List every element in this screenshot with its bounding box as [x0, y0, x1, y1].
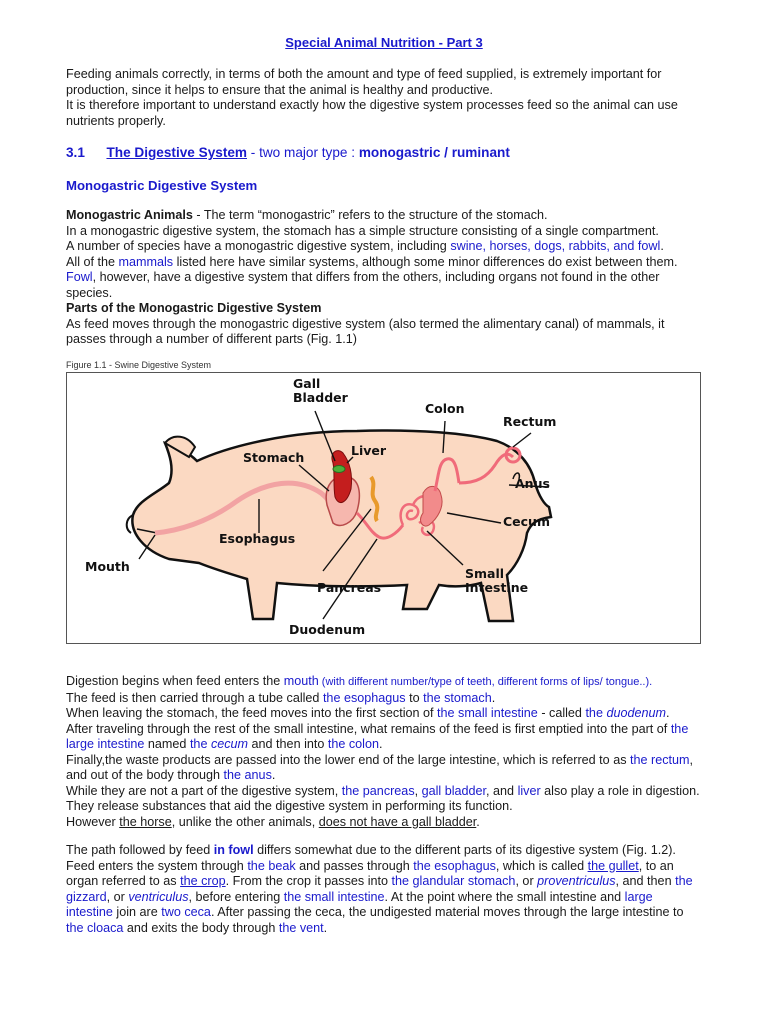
d6-and: , and: [486, 783, 518, 798]
fowl-paragraph: [66, 843, 702, 936]
term-horse: the horse: [119, 814, 172, 829]
d7-text: However: [66, 814, 120, 829]
label-intestine: Intestine: [465, 580, 529, 595]
f-c: and passes through: [295, 858, 414, 873]
d5-end: .: [271, 768, 276, 782]
label-small: Small: [465, 566, 505, 581]
term-pancreas: the pancreas: [341, 783, 415, 798]
term-beak: the beak: [247, 858, 296, 873]
mono-line-2: In a monogastric digestive system, the stomach has a simple structure consisting of a single compartment.: [66, 223, 659, 238]
term-cloaca: the cloaca: [66, 920, 124, 935]
f-o: .: [323, 920, 328, 935]
f-g: , or: [515, 874, 538, 888]
digestion-paragraph: [66, 674, 702, 830]
digestion-line-2: [66, 691, 702, 707]
mono-line-4-rest: listed here have similar systems, although some minor differences do exist between them.: [173, 254, 678, 269]
label-cecum: Cecum: [503, 514, 550, 529]
d2-text: The feed is then carried through a tube called: [66, 690, 323, 705]
f-e: , to an organ referred to as: [66, 858, 674, 888]
label-esophagus: Esophagus: [219, 531, 296, 546]
mono-lead: Monogastric Animals: [66, 208, 193, 222]
section-title: The Digestive System: [106, 145, 247, 160]
f-d: , which is called: [495, 858, 588, 873]
term-small-intestine: the small intestine: [437, 706, 538, 720]
rectum-leader: [513, 433, 531, 447]
parts-heading: Parts of the Monogastric Digestive System: [66, 301, 322, 315]
term-duodenum: duodenum: [606, 706, 666, 720]
term-esophagus: the esophagus: [322, 690, 406, 705]
species-list: swine, horses, dogs, rabbits, and fowl: [450, 239, 661, 253]
intro-line-1: Feeding animals correctly, in terms of both the amount and type of feed supplied, is extremely important for production, since it helps to ensure that the animal is healthy and productive.: [66, 67, 662, 97]
term-no-gall-bladder: does not have a gall bladder: [318, 814, 477, 829]
mono-line-4: [66, 255, 702, 271]
term-anus: the anus: [223, 768, 272, 782]
section-types: monogastric / ruminant: [358, 145, 510, 160]
mouth-note: (with different number/type of teeth, different forms of lips/ tongue..).: [318, 676, 653, 688]
d5-text: Finally,the waste products are passed into the lower end of the large intestine, which is referred to as: [66, 752, 630, 767]
f-n: and exits the body through: [123, 920, 279, 935]
d2-end: .: [491, 690, 496, 705]
label-mouth: Mouth: [85, 559, 130, 574]
f-b: differs somewhat due to the different parts of its digestive system (Fig. 1.2). Feed enters the system through: [66, 843, 676, 873]
mono-line-5: [66, 270, 702, 301]
digestion-line-6: [66, 784, 702, 815]
d5-out: , and out of the body through: [66, 752, 693, 782]
d4-end: .: [379, 737, 383, 751]
subheading: Monogastric Digestive System: [66, 178, 258, 193]
term-colon: the colon: [327, 737, 379, 751]
label-colon: Colon: [425, 401, 465, 416]
mono-lead-rest: - The term “monogastric” refers to the structure of the stomach.: [192, 208, 548, 222]
f-k: . At the point where the small intestine and: [384, 889, 625, 904]
monogastric-paragraph: [66, 208, 702, 348]
label-liver: Liver: [351, 443, 387, 458]
mammals-term: mammals: [118, 254, 174, 269]
term-fowl-large-intestine: large intestine: [66, 889, 653, 919]
digestion-line-1: [66, 674, 702, 691]
term-mouth: mouth: [283, 674, 319, 688]
digestion-line-3: [66, 706, 702, 722]
d6-text: While they are not a part of the digestive system,: [66, 783, 342, 798]
d3-text: When leaving the stomach, the feed moves into the first section of: [66, 706, 438, 720]
f-j: , before entering: [188, 889, 284, 904]
term-vent: the vent: [278, 920, 324, 935]
digestion-line-5: [66, 753, 702, 784]
mono-line-1: [66, 208, 702, 224]
f-a: The path followed by feed: [66, 843, 214, 857]
term-ceca: two ceca: [161, 905, 211, 919]
d7-end: .: [476, 814, 480, 829]
term-cecum: cecum: [210, 737, 249, 751]
d7-unlike: , unlike the other animals,: [171, 814, 319, 829]
term-liver: liver: [517, 783, 541, 798]
d2-to: to: [405, 690, 424, 705]
term-in-fowl: in fowl: [213, 843, 254, 857]
term-rectum: the rectum: [630, 752, 690, 767]
digestion-line-4: [66, 722, 702, 753]
term-ventriculus: ventriculus: [128, 889, 189, 904]
d3-the: the: [585, 706, 607, 720]
d6-comma-1: ,: [414, 783, 422, 798]
term-crop: the crop: [180, 874, 226, 888]
label-anus: Anus: [515, 476, 550, 491]
figure-caption: Figure 1.1 - Swine Digestive System: [66, 360, 212, 370]
label-duodenum: Duodenum: [289, 622, 366, 637]
label-stomach: Stomach: [243, 450, 305, 465]
label-rectum: Rectum: [503, 414, 557, 429]
term-gizzard: the gizzard: [66, 874, 693, 904]
term-glandular-stomach: the glandular stomach: [391, 874, 516, 888]
intro-paragraph: [66, 67, 702, 129]
intro-line-2: It is therefore important to understand exactly how the digestive system processes feed so the animal can use nutrients properly.: [66, 98, 678, 128]
f-i: , or: [106, 889, 129, 904]
term-gullet: the gullet: [587, 858, 639, 873]
term-large-intestine: the large intestine: [66, 721, 689, 751]
term-fowl-esophagus: the esophagus: [413, 858, 496, 873]
term-proventriculus: proventriculus: [537, 874, 616, 888]
mono-line-3: [66, 239, 702, 255]
term-gall-bladder: gall bladder: [421, 783, 487, 798]
label-bladder: Bladder: [293, 390, 348, 405]
mono-line-4-text: All of the: [66, 254, 119, 269]
fowl-term: Fowl: [66, 270, 93, 284]
d6-rest: also play a role in digestion. They release substances that aid the digestive system in performing its function.: [66, 783, 700, 813]
swine-digestive-figure: [66, 372, 701, 644]
section-connector: - two major type :: [250, 145, 356, 160]
label-pancreas: Pancreas: [317, 580, 382, 595]
term-stomach: the stomach: [423, 690, 492, 705]
f-l: join are: [112, 905, 162, 919]
gall-bladder-organ: [333, 466, 345, 473]
mono-line-3-end: .: [660, 239, 664, 253]
mono-line-3-text: A number of species have a monogastric digestive system, including: [66, 239, 451, 253]
d4-the: the: [189, 737, 211, 751]
page-title: Special Animal Nutrition - Part 3: [285, 35, 483, 50]
d3-end: .: [665, 706, 670, 720]
mono-line-5-rest: , however, have a digestive system that differs from the others, including organs not found in the other species.: [66, 270, 660, 300]
d4-named: named: [144, 737, 190, 751]
f-m: . After passing the ceca, the undigested material moves through the large intestine to: [210, 905, 684, 919]
d4-then: and then into: [248, 737, 328, 751]
section-number: 3.1: [66, 145, 85, 160]
label-gall: Gall: [293, 376, 321, 391]
fowl-text: [66, 843, 702, 936]
f-f: . From the crop it passes into: [225, 874, 392, 888]
parts-text: As feed moves through the monogastric digestive system (also termed the alimentary canal) of mammals, it passes through a number of different parts (Fig. 1.1): [66, 316, 665, 346]
d1-text: Digestion begins when feed enters the: [66, 674, 284, 688]
d4-text: After traveling through the rest of the small intestine, what remains of the feed is first emptied into the part of: [66, 721, 671, 736]
term-fowl-small-intestine: the small intestine: [283, 889, 385, 904]
digestion-line-7: [66, 815, 702, 831]
f-h: , and then: [615, 874, 676, 888]
swine-illustration: [67, 373, 700, 643]
section-heading: [66, 145, 510, 160]
d3-called: - called: [537, 706, 586, 720]
